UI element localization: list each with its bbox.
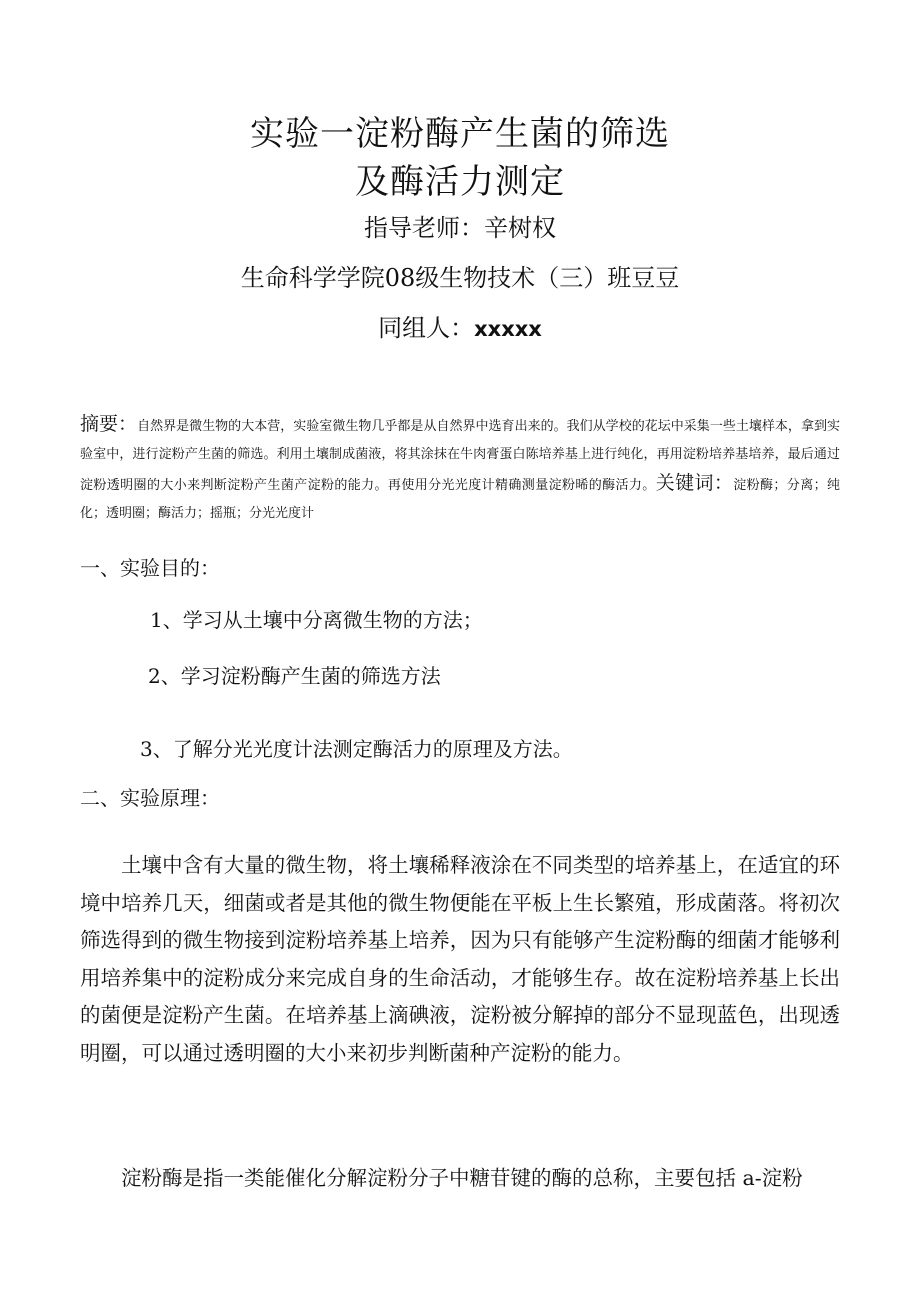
purpose-item-2: 2、学习淀粉酶产生菌的筛选方法	[148, 664, 441, 688]
principle-paragraph-2: 淀粉酶是指一类能催化分解淀粉分子中糖苷键的酶的总称，主要包括 a-淀粉	[121, 1166, 803, 1190]
document-title-line-1: 实验一淀粉酶产生菌的筛选	[250, 114, 670, 154]
group-value: xxxxx	[474, 317, 542, 341]
document-title-line-2: 及酶活力测定	[355, 162, 565, 202]
group-label: 同组人：	[378, 314, 475, 342]
abstract-label: 摘要：	[80, 413, 138, 435]
keywords-text: 淀粉酶；分离；纯化；透明圈；酶活力；摇瓶；分光光度计	[80, 478, 840, 521]
abstract-text: 自然界是微生物的大本营，实验室微生物几乎都是从自然界中选育出来的。我们从学校的花坛中采集一些土壤样本，拿到实验室中，进行淀粉产生菌的筛选。利用土壤制成菌液，将其涂抹在牛肉膏蛋白陈培养基上进行纯化，再用淀粉培养基培养，最后通过淀粉透明圈的大小来判断淀粉产生菌产淀粉的能力。再使用分光光度计精确测量淀粉晞的酶活力。	[80, 419, 840, 493]
purpose-item-3: 3、了解分光光度计法测定酶活力的原理及方法。	[140, 737, 573, 761]
advisor-line: 指导老师：辛树权	[364, 214, 556, 242]
section-heading-principle: 二、实验原理：	[80, 786, 220, 810]
abstract-block	[80, 410, 840, 528]
section-heading-purpose: 一、实验目的：	[80, 556, 220, 580]
principle-paragraph-1: 土壤中含有大量的微生物，将土壤稀释液涂在不同类型的培养基上，在适宜的环境中培养几天，细菌或者是其他的微生物便能在平板上生长繁殖，形成菌落。将初次筛选得到的微生物接到淀粉培养基上培养，因为只有能够产生淀粉酶的细菌才能够利用培养集中的淀粉成分来完成自身的生命活动，才能够生存。故在淀粉培养基上长出的菌便是淀粉产生菌。在培养基上滴碘液，淀粉被分解掉的部分不显现蓝色，出现透明圈，可以通过透明圈的大小来初步判断菌种产淀粉的能力。	[80, 853, 840, 1065]
group-members-line	[0, 312, 920, 345]
purpose-item-1: 1、学习从土壤中分离微生物的方法；	[150, 608, 483, 632]
affiliation-line: 生命科学学院08级生物技术（三）班豆豆	[240, 264, 680, 292]
keywords-label: 关键词：	[655, 472, 734, 494]
